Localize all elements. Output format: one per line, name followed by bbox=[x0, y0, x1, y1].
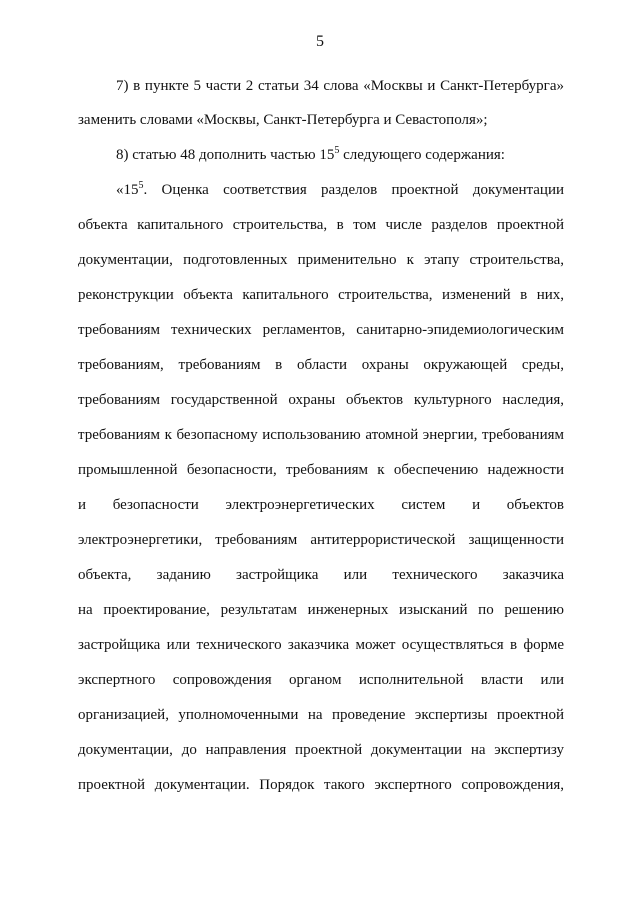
quote-line: экспертного сопровождения органом исполнительной власти или bbox=[78, 672, 564, 688]
quote-line: документации, подготовленных применительно к этапу строительства, bbox=[78, 252, 564, 268]
quote-line: объекта, заданию застройщика или технического заказчика bbox=[78, 567, 564, 583]
quote-line: объекта капитального строительства, в том числе разделов проектной bbox=[78, 217, 564, 233]
quote-first-line bbox=[116, 180, 564, 200]
quote-opening: «15 bbox=[116, 182, 139, 198]
quote-first-line-rest: . Оценка соответствия разделов проектной документации bbox=[143, 182, 564, 198]
item-7-line-2: заменить словами «Москвы, Санкт-Петербурга и Севастополя»; bbox=[78, 112, 488, 128]
quote-line: требованиям технических регламентов, санитарно-эпидемиологическим bbox=[78, 322, 564, 338]
quote-line: требованиям государственной охраны объектов культурного наследия, bbox=[78, 392, 564, 408]
quote-superscript: 5 bbox=[138, 180, 144, 191]
quote-line: на проектирование, результатам инженерных изысканий по решению bbox=[78, 602, 564, 618]
quote-line: электроэнергетики, требованиям антитеррористической защищенности bbox=[78, 532, 564, 548]
item-8-line bbox=[116, 145, 564, 165]
page-number: 5 bbox=[316, 33, 324, 50]
item-8-text-after: следующего содержания: bbox=[339, 147, 505, 163]
quote-line: проектной документации. Порядок такого экспертного сопровождения, bbox=[78, 777, 564, 793]
quote-line: документации, до направления проектной документации на экспертизу bbox=[78, 742, 564, 758]
quote-line: реконструкции объекта капитального строительства, изменений в них, bbox=[78, 287, 564, 303]
quote-line: промышленной безопасности, требованиям к обеспечению надежности bbox=[78, 462, 564, 478]
quote-line: и безопасности электроэнергетических систем и объектов bbox=[78, 497, 564, 513]
quote-line: требованиям к безопасному использованию атомной энергии, требованиям bbox=[78, 427, 564, 443]
quote-line: застройщика или технического заказчика может осуществляться в форме bbox=[78, 637, 564, 653]
item-8-text-before: 8) статью 48 дополнить частью 15 bbox=[116, 147, 335, 163]
quote-line: организацией, уполномоченными на проведение экспертизы проектной bbox=[78, 707, 564, 723]
item-8-superscript: 5 bbox=[334, 145, 340, 156]
quote-line: требованиям, требованиям в области охраны окружающей среды, bbox=[78, 357, 564, 373]
item-7-line-1: 7) в пункте 5 части 2 статьи 34 слова «Москвы и Санкт-Петербурга» bbox=[116, 78, 564, 94]
